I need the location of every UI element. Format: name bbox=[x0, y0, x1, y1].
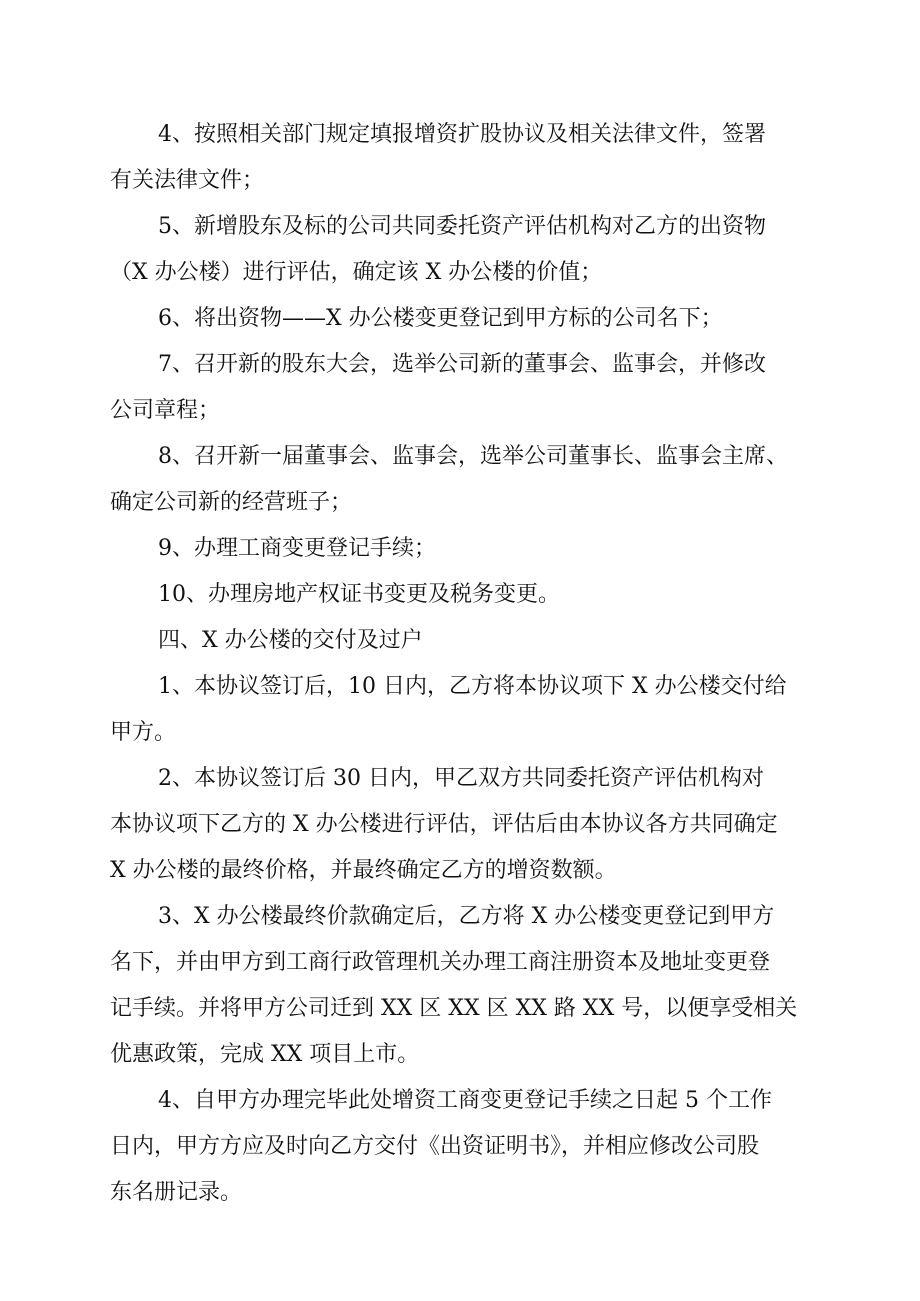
paragraph-item-10 bbox=[110, 572, 800, 618]
text-line: 9、办理工商变更登记手续； bbox=[158, 536, 436, 561]
text-line: 东名册记录。 bbox=[110, 1180, 243, 1205]
text-line: 甲方。 bbox=[110, 720, 177, 745]
text-line: X 办公楼的最终价格，并最终确定乙方的增资数额。 bbox=[110, 858, 617, 883]
paragraph-delivery-4 bbox=[110, 1078, 800, 1216]
text-line: 记手续。并将甲方公司迁到 XX 区 XX 区 XX 路 XX 号，以便享受相关 bbox=[110, 996, 798, 1021]
document-body bbox=[110, 112, 800, 1216]
paragraph-item-5 bbox=[110, 204, 800, 296]
paragraph-item-7 bbox=[110, 342, 800, 434]
text-line: 优惠政策，完成 XX 项目上市。 bbox=[110, 1042, 420, 1067]
paragraph-delivery-2 bbox=[110, 756, 800, 894]
paragraph-item-8 bbox=[110, 434, 800, 526]
text-line: 本协议项下乙方的 X 办公楼进行评估，评估后由本协议各方共同确定 bbox=[110, 812, 778, 837]
paragraph-item-9 bbox=[110, 526, 800, 572]
text-line: 6、将出资物——X 办公楼变更登记到甲方标的公司名下； bbox=[158, 306, 723, 331]
text-line: 2、本协议签订后 30 日内，甲乙双方共同委托资产评估机构对 bbox=[158, 766, 764, 791]
text-line: 确定公司新的经营班子； bbox=[110, 490, 353, 515]
paragraph-item-4 bbox=[110, 112, 800, 204]
paragraph-item-6 bbox=[110, 296, 800, 342]
text-line: 1、本协议签订后，10 日内，乙方将本协议项下 X 办公楼交付给 bbox=[158, 674, 787, 699]
text-line: 3、X 办公楼最终价款确定后，乙方将 X 办公楼变更登记到甲方 bbox=[158, 904, 775, 929]
text-line: 5、新增股东及标的公司共同委托资产评估机构对乙方的出资物 bbox=[158, 214, 766, 239]
text-line: 10、办理房地产权证书变更及税务变更。 bbox=[158, 582, 560, 607]
text-line: 4、自甲方办理完毕此处增资工商变更登记手续之日起 5 个工作 bbox=[158, 1088, 772, 1113]
text-line: 名下，并由甲方到工商行政管理机关办理工商注册资本及地址变更登 bbox=[110, 950, 771, 975]
text-line: 日内，甲方方应及时向乙方交付《出资证明书》，并相应修改公司股 bbox=[110, 1134, 760, 1159]
text-line: （X 办公楼）进行评估，确定该 X 办公楼的价值； bbox=[110, 260, 603, 285]
text-line: 有关法律文件； bbox=[110, 168, 265, 193]
text-line: 8、召开新一届董事会、监事会，选举公司董事长、监事会主席、 bbox=[158, 444, 788, 469]
text-line: 7、召开新的股东大会，选举公司新的董事会、监事会，并修改 bbox=[158, 352, 766, 377]
section-heading bbox=[110, 618, 800, 664]
paragraph-delivery-1 bbox=[110, 664, 800, 756]
section-heading-text: 四、X 办公楼的交付及过户 bbox=[158, 628, 423, 653]
text-line: 4、按照相关部门规定填报增资扩股协议及相关法律文件，签署 bbox=[158, 122, 766, 147]
text-line: 公司章程； bbox=[110, 398, 221, 423]
paragraph-delivery-3 bbox=[110, 894, 800, 1078]
